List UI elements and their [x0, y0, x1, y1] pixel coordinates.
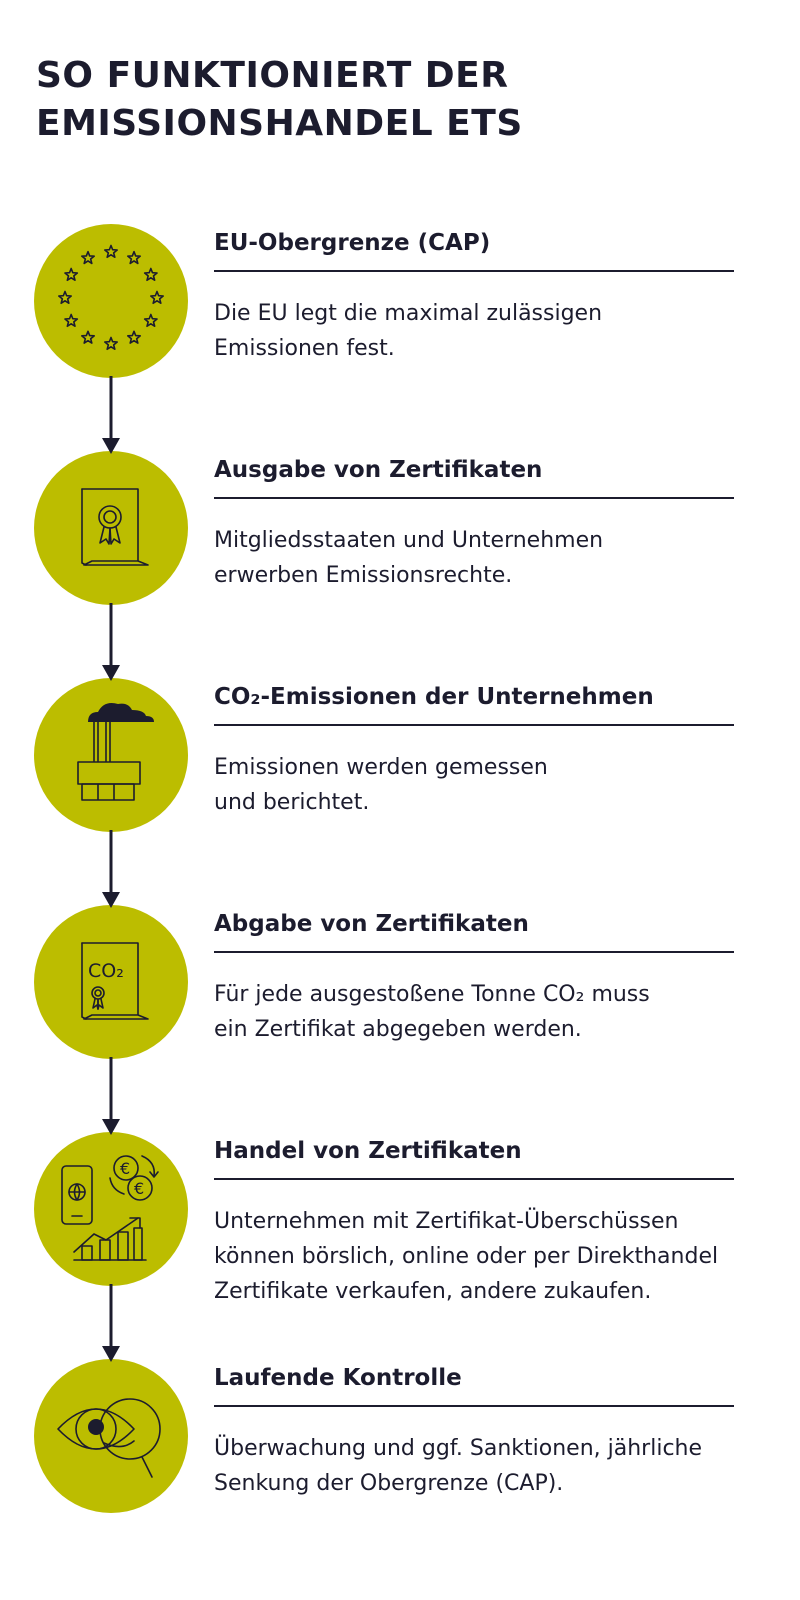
desc-line: Zertifikate verkaufen, andere zukaufen. [214, 1279, 652, 1304]
step-co2-emissions [0, 678, 800, 838]
step-monitoring [0, 1359, 800, 1519]
desc-line: Emissionen werden gemessen [214, 755, 548, 780]
desc-line: ein Zertifikat abgegeben werden. [214, 1017, 582, 1042]
factory-icon [34, 678, 188, 832]
star-icon [82, 252, 94, 264]
desc-line: Überwachung und ggf. Sanktionen, jährliche [214, 1436, 703, 1461]
star-icon [65, 269, 77, 281]
step-title: Abgabe von Zertifikaten [214, 911, 529, 937]
step-description [214, 1204, 774, 1309]
star-icon [145, 269, 157, 281]
step-circle [34, 224, 188, 378]
step-trading [0, 1132, 800, 1304]
star-icon [105, 246, 117, 258]
step-title: EU-Obergrenze (CAP) [214, 230, 491, 256]
divider [214, 724, 734, 726]
arrow-down-icon [101, 830, 121, 908]
euro-icon-text: € [134, 1179, 145, 1198]
step-description [214, 1431, 774, 1501]
star-icon [105, 338, 117, 350]
desc-line: und berichtet. [214, 790, 370, 815]
star-icon [82, 331, 94, 343]
star-icon [128, 331, 140, 343]
step-surrender-certificates [0, 905, 800, 1065]
step-title: CO₂-Emissionen der Unternehmen [214, 684, 654, 710]
star-icon [145, 315, 157, 327]
certificate-icon [34, 451, 188, 605]
eu-stars-icon [34, 224, 188, 378]
star-icon [65, 315, 77, 327]
star-icon [128, 252, 140, 264]
title-line-1: SO FUNKTIONIERT DER [36, 55, 509, 96]
divider [214, 1405, 734, 1407]
step-circle [34, 905, 188, 1059]
eye-magnifier-icon [34, 1359, 188, 1513]
step-circle [34, 1359, 188, 1513]
star-icon [151, 292, 163, 304]
desc-line: Unternehmen mit Zertifikat-Überschüssen [214, 1209, 679, 1234]
step-eu-cap [0, 224, 800, 384]
arrow-down-icon [101, 1057, 121, 1135]
step-circle [34, 451, 188, 605]
desc-line: Die EU legt die maximal zulässigen [214, 301, 603, 326]
step-circle [34, 1132, 188, 1286]
desc-line: können börslich, online oder per Direkthandel [214, 1244, 719, 1269]
title-line-2: EMISSIONSHANDEL ETS [36, 103, 523, 144]
step-description [214, 523, 774, 593]
divider [214, 270, 734, 272]
co2-icon-text: CO₂ [88, 960, 124, 982]
desc-line: Mitgliedsstaaten und Unternehmen [214, 528, 604, 553]
step-description [214, 296, 774, 366]
desc-line: Senkung der Obergrenze (CAP). [214, 1471, 564, 1496]
desc-line: Emissionen fest. [214, 336, 395, 361]
trading-icon [34, 1132, 188, 1286]
step-title: Handel von Zertifikaten [214, 1138, 522, 1164]
divider [214, 1178, 734, 1180]
arrow-down-icon [101, 376, 121, 454]
euro-icon-text: € [120, 1159, 131, 1178]
step-circle [34, 678, 188, 832]
step-description [214, 977, 774, 1047]
star-icon [59, 292, 71, 304]
desc-line: Für jede ausgestoßene Tonne CO₂ muss [214, 982, 650, 1007]
arrow-down-icon [101, 1284, 121, 1362]
co2-certificate-icon [34, 905, 188, 1059]
step-title: Laufende Kontrolle [214, 1365, 462, 1391]
step-description [214, 750, 774, 820]
step-issue-certificates [0, 451, 800, 611]
arrow-down-icon [101, 603, 121, 681]
step-title: Ausgabe von Zertifikaten [214, 457, 543, 483]
divider [214, 951, 734, 953]
desc-line: erwerben Emissionsrechte. [214, 563, 513, 588]
page-title [36, 52, 736, 148]
divider [214, 497, 734, 499]
